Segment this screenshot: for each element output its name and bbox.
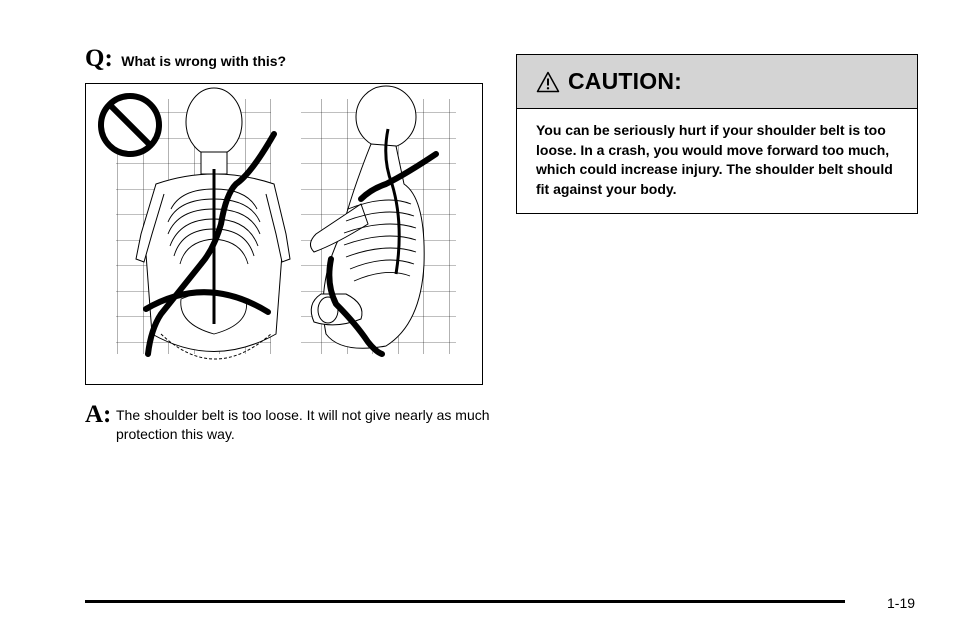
caution-title: CAUTION: [568, 68, 683, 94]
answer-block [85, 402, 490, 444]
warning-triangle-icon [536, 71, 560, 93]
loose-belt-illustration [85, 83, 483, 385]
question-line [85, 46, 485, 71]
answer-label: A: [85, 401, 112, 428]
caution-header [517, 55, 917, 109]
caution-body: You can be seriously hurt if your shoulder belt is too loose. In a crash, you would move forward too much, which could increase injury. The shoulder belt should fit against your body. [536, 122, 893, 197]
question-text: What is wrong with this? [121, 53, 287, 69]
question-label: Q: [85, 45, 113, 72]
caution-box [516, 54, 918, 214]
footer-rule [85, 600, 845, 603]
answer-text: The shoulder belt is too loose. It will not give nearly as much protection this way. [116, 407, 490, 442]
no-symbol-icon [101, 96, 159, 154]
page-number: 1-19 [887, 595, 916, 611]
